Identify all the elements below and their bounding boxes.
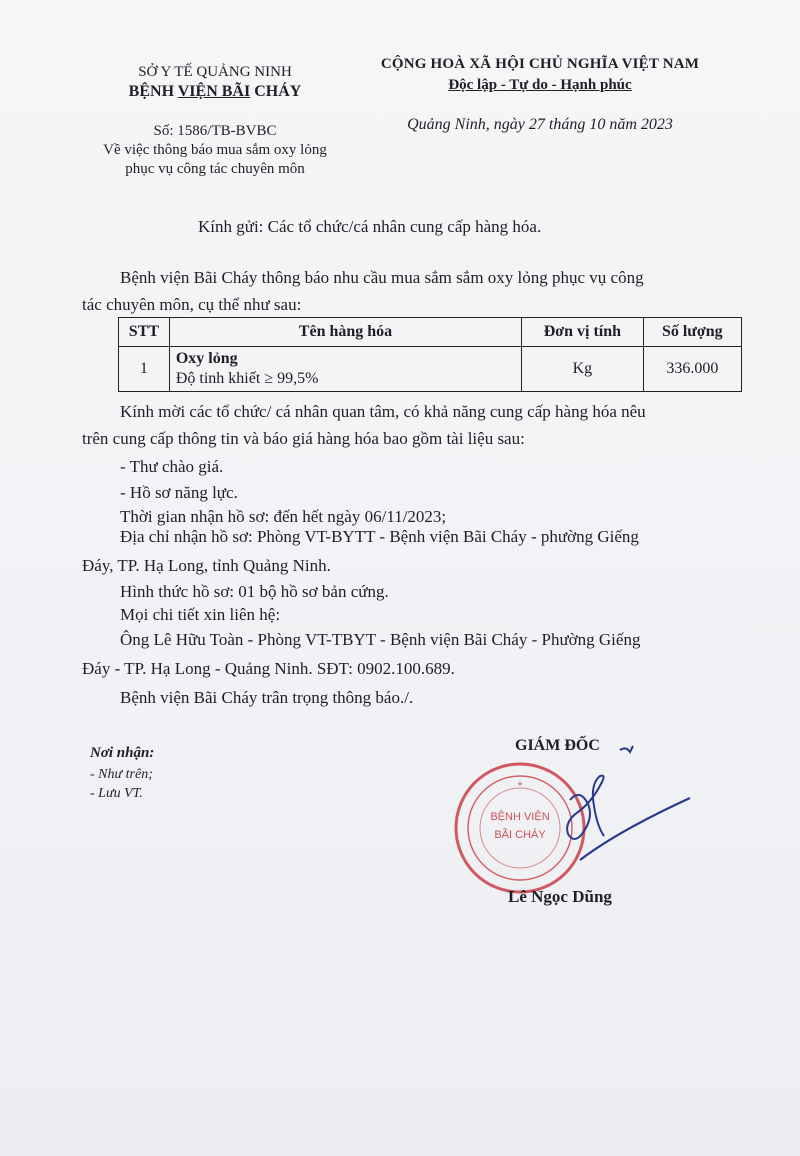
- col-qty: Số lượng: [643, 318, 741, 347]
- table-row: [119, 347, 742, 392]
- col-name: Tên hàng hóa: [169, 318, 521, 347]
- table-header-row: [119, 318, 742, 347]
- addressee: Kính gửi: Các tổ chức/cá nhân cung cấp hàng hóa.: [198, 217, 542, 236]
- doc-item-1: - Thư chào giá.: [120, 457, 224, 476]
- cell-stt: 1: [119, 347, 170, 392]
- recipients-title: Nơi nhận:: [90, 745, 155, 761]
- contact-line1: Ông Lê Hữu Toàn - Phòng VT-TBYT - Bệnh viện Bãi Cháy - Phường Giếng: [120, 630, 641, 649]
- contact-line2: Đáy - TP. Hạ Long - Quảng Ninh. SĐT: 0902.100.689.: [82, 659, 455, 678]
- cell-qty: 336.000: [643, 347, 741, 392]
- doc-item-2: - Hồ sơ năng lực.: [120, 483, 238, 502]
- goods-table: [118, 317, 742, 392]
- date-line: Quảng Ninh, ngày 27 tháng 10 năm 2023: [407, 116, 673, 133]
- cell-name: [169, 347, 521, 392]
- closing: Bệnh viện Bãi Cháy trân trọng thông báo./.: [120, 688, 414, 707]
- body-p1-line2: trên cung cấp thông tin và báo giá hàng hóa bao gồm tài liệu sau:: [82, 429, 525, 448]
- form-of-docs: Hình thức hồ sơ: 01 bộ hồ sơ bản cứng.: [120, 582, 389, 601]
- col-unit: Đơn vị tính: [522, 318, 643, 347]
- intro-line1: Bệnh viện Bãi Cháy thông báo nhu cầu mua sắm sắm oxy lỏng phục vụ công: [120, 268, 644, 287]
- cell-unit: Kg: [522, 347, 643, 392]
- col-stt: STT: [119, 318, 170, 347]
- national-title: CỘNG HOÀ XÃ HỘI CHỦ NGHĨA VIỆT NAM: [380, 56, 700, 72]
- address-line2: Đáy, TP. Hạ Long, tỉnh Quảng Ninh.: [82, 556, 331, 575]
- subject-line2: phục vụ công tác chuyên môn: [125, 161, 305, 177]
- doc-number: Số: 1586/TB-BVBC: [153, 123, 277, 139]
- director-title: GIÁM ĐỐC: [515, 737, 600, 754]
- signer-name: Lê Ngọc Dũng: [508, 887, 612, 906]
- hospital-name: [90, 82, 340, 102]
- recipient-item-1: - Như trên;: [90, 767, 153, 782]
- subject-line1: Về việc thông báo mua sắm oxy lỏng: [103, 142, 327, 158]
- svg-text:★: ★: [516, 781, 524, 788]
- signature-scribble-icon: [540, 740, 700, 890]
- stamp-line1: BỆNH VIỆN: [490, 811, 550, 823]
- ministry-name: SỞ Y TẾ QUẢNG NINH: [138, 64, 292, 80]
- deadline: Thời gian nhận hồ sơ: đến hết ngày 06/11/2023;: [120, 507, 447, 526]
- intro-line2: tác chuyên môn, cụ thể như sau:: [82, 295, 302, 314]
- stamp-line2: BÃI CHÁY: [494, 829, 546, 841]
- hospital-name-part3: CHÁY: [250, 83, 302, 100]
- hospital-name-part2: VIỆN BÃI: [177, 83, 251, 100]
- item-spec: Độ tinh khiết ≥ 99,5%: [175, 370, 319, 387]
- body-p1-line1: Kính mời các tổ chức/ cá nhân quan tâm, có khả năng cung cấp hàng hóa nêu: [120, 402, 646, 421]
- address-line1: Địa chỉ nhận hồ sơ: Phòng VT-BYTT - Bệnh viện Bãi Cháy - phường Giếng: [120, 527, 639, 546]
- recipient-item-2: - Lưu VT.: [90, 786, 143, 801]
- item-name: Oxy lỏng: [175, 350, 238, 367]
- hospital-name-part1: BỆNH: [128, 83, 178, 100]
- national-motto: Độc lập - Tự do - Hạnh phúc: [448, 77, 632, 93]
- contact-intro: Mọi chi tiết xin liên hệ:: [120, 605, 281, 624]
